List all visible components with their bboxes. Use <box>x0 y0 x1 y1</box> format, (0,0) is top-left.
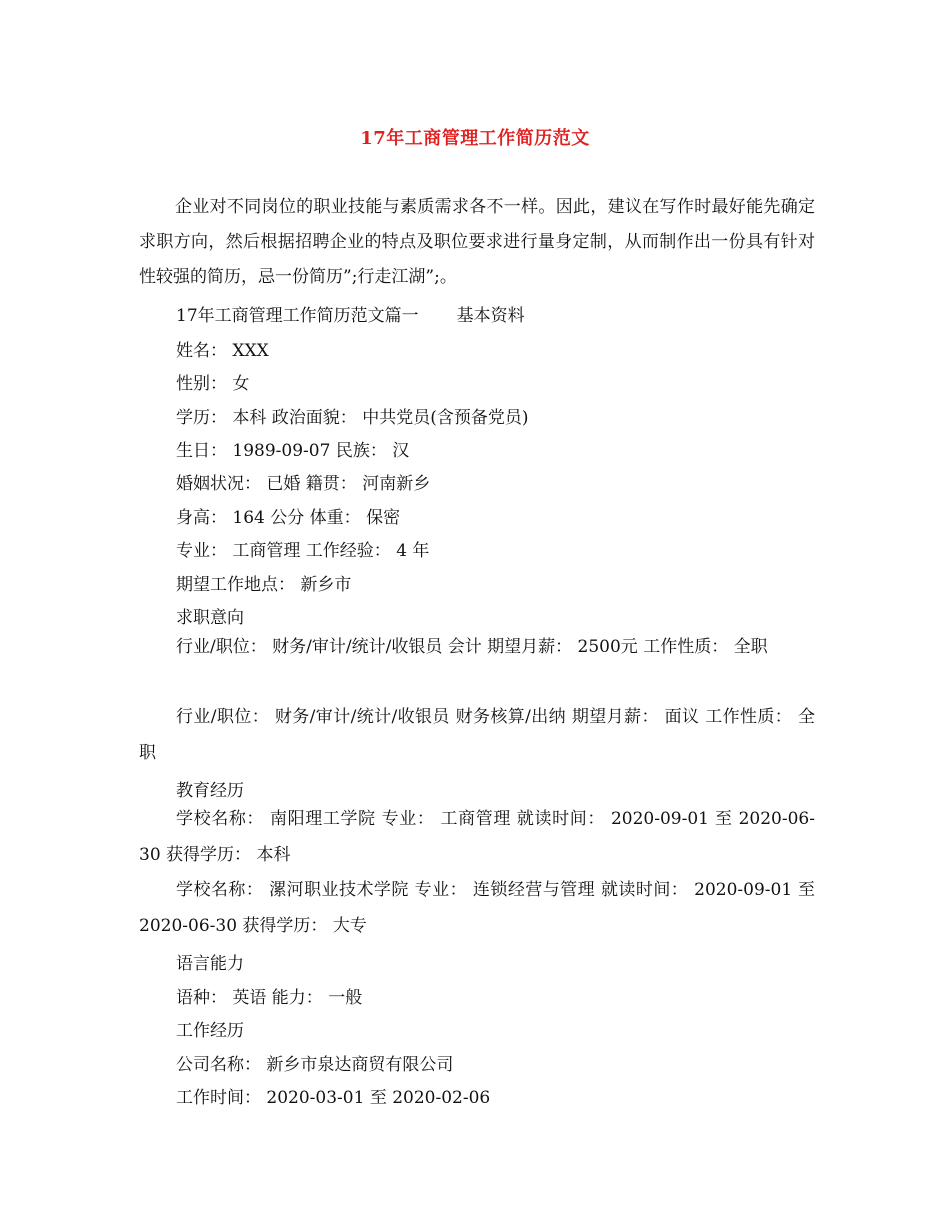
basic-height: 身高： 164 公分 体重： 保密 <box>176 508 401 528</box>
language-item: 语种： 英语 能力： 一般 <box>176 988 363 1008</box>
basic-gender: 性别： 女 <box>176 374 250 394</box>
section-heading-line <box>176 301 525 326</box>
basic-location: 期望工作地点： 新乡市 <box>176 575 352 595</box>
basic-birth: 生日： 1989-09-07 民族： 汉 <box>176 441 410 461</box>
resume-subtitle: 17年工商管理工作简历范文篇一 <box>176 306 419 326</box>
work-period: 工作时间： 2020-03-01 至 2020-02-06 <box>176 1088 491 1108</box>
work-heading: 工作经历 <box>176 1021 244 1041</box>
intent-item-2: 行业/职位： 财务/审计/统计/收银员 财务核算/出纳 期望月薪： 面议 工作性质： 全职 <box>139 707 815 763</box>
education-item-2: 学校名称： 漯河职业技术学院 专业： 连锁经营与管理 就读时间： 2020-09-01 至 2020-06-30 获得学历： 大专 <box>139 880 815 936</box>
intent-item-1: 行业/职位： 财务/审计/统计/收银员 会计 期望月薪： 2500元 工作性质： 全职 <box>176 637 768 657</box>
basic-info-heading: 基本资料 <box>456 306 525 326</box>
work-company: 公司名称： 新乡市泉达商贸有限公司 <box>176 1055 454 1075</box>
intent-heading: 求职意向 <box>176 608 244 628</box>
intro-paragraph: 企业对不同岗位的职业技能与素质需求各不一样。因此，建议在写作时最好能先确定求职方向，然后根据招聘企业的特点及职位要求进行量身定制，从而制作出一份具有针对性较强的简历，忌一份简历”;行走江湖”;。 <box>139 197 815 287</box>
basic-name: 姓名： XXX <box>176 341 269 361</box>
basic-education: 学历： 本科 政治面貌： 中共党员(含预备党员) <box>176 408 529 428</box>
education-heading: 教育经历 <box>176 781 244 801</box>
basic-major: 专业： 工商管理 工作经验： 4 年 <box>176 541 430 561</box>
language-heading: 语言能力 <box>176 954 244 974</box>
basic-marital: 婚姻状况： 已婚 籍贯： 河南新乡 <box>176 474 431 494</box>
education-item-1: 学校名称： 南阳理工学院 专业： 工商管理 就读时间： 2020-09-01 至 2020-06-30 获得学历： 本科 <box>139 809 815 865</box>
document-title: 17年工商管理工作简历范文 <box>360 128 590 149</box>
